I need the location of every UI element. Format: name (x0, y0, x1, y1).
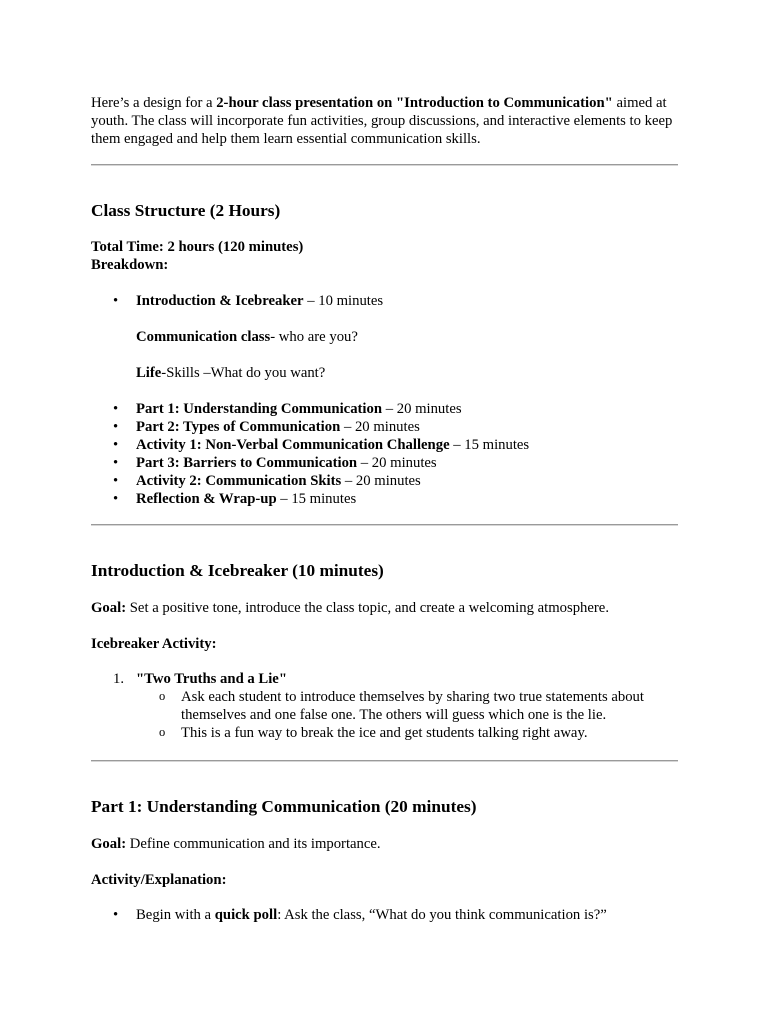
list-item: • Introduction & Icebreaker – 10 minutes (91, 292, 678, 310)
note-communication-class: Communication class- who are you? (136, 329, 358, 345)
total-time-block (91, 238, 678, 274)
section-heading-icebreaker: Introduction & Icebreaker (10 minutes) (91, 561, 384, 580)
icebreaker-goal: Goal: Set a positive tone, introduce the class topic, and create a welcoming atmosphere. (91, 600, 609, 616)
list-item: • Part 2: Types of Communication – 20 minutes (91, 418, 678, 436)
icebreaker-sublist (91, 688, 678, 742)
icebreaker-list (91, 670, 678, 688)
part1-list (91, 906, 678, 924)
list-item: • Activity 2: Communication Skits – 20 minutes (91, 472, 678, 490)
divider (91, 760, 678, 762)
list-item: • Reflection & Wrap-up – 15 minutes (91, 490, 678, 508)
section-heading-class-structure: Class Structure (2 Hours) (91, 201, 281, 220)
section-heading-part1: Part 1: Understanding Communication (20 minutes) (91, 797, 477, 816)
list-item: • Activity 1: Non-Verbal Communication Challenge – 15 minutes (91, 436, 678, 454)
divider (91, 164, 678, 166)
total-time: Total Time: 2 hours (120 minutes) (91, 239, 304, 255)
divider (91, 524, 678, 526)
list-item-title: "Two Truths and a Lie" (136, 671, 287, 687)
list-number: 1. (113, 671, 125, 687)
list-item: • Begin with a quick poll: Ask the class, “What do you think communication is?” (91, 906, 678, 924)
sub-list-item: o This is a fun way to break the ice and get students talking right away. (91, 724, 678, 742)
intro-text-1: Here’s a design for a (91, 95, 217, 111)
structure-items-list (91, 400, 678, 508)
sub-list-item: o Ask each student to introduce themselves by sharing two true statements about themselves and one false one. The others will guess which one is the lie. (91, 688, 678, 724)
list-item: • Part 1: Understanding Communication – 20 minutes (91, 400, 678, 418)
list-item (91, 670, 678, 688)
intro-text-2: aimed at youth. The class will incorporate fun activities, group discussions, and interactive elements to keep them engaged and help them learn essential communication skills. (91, 95, 673, 147)
note-life-skills: Life-Skills –What do you want? (136, 365, 326, 381)
intro-text-bold: 2-hour class presentation on "Introduction to Communication" (216, 95, 613, 111)
breakdown-label: Breakdown: (91, 257, 169, 273)
list-item: • Part 3: Barriers to Communication – 20 minutes (91, 454, 678, 472)
icebreaker-activity-label: Icebreaker Activity: (91, 636, 217, 652)
part1-activity-label: Activity/Explanation: (91, 872, 227, 888)
intro-paragraph (91, 94, 678, 148)
structure-first-item (91, 292, 678, 310)
part1-goal: Goal: Define communication and its importance. (91, 836, 381, 852)
